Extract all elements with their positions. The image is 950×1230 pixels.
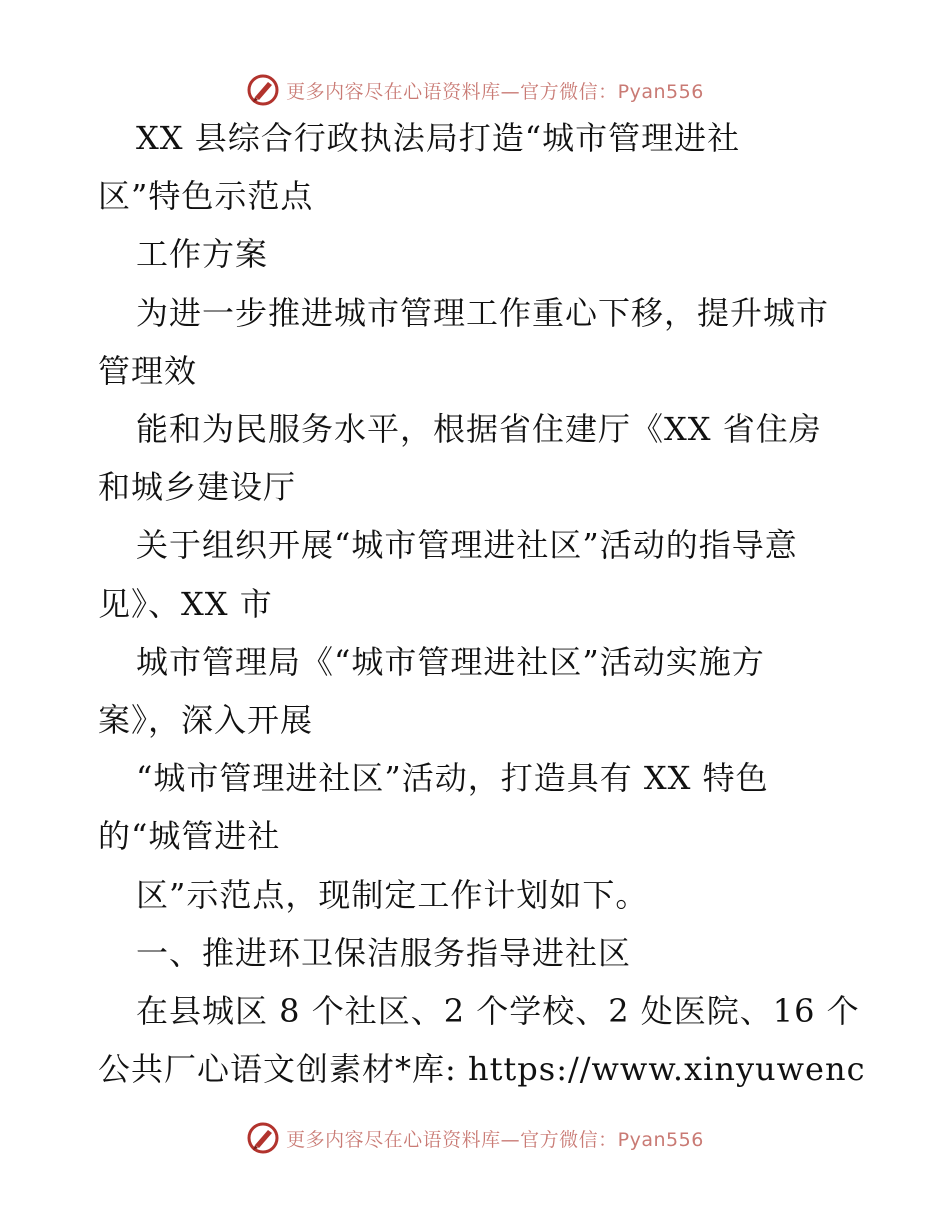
document-line: 案》，深入开展	[98, 701, 314, 739]
document-line: “城市管理进社区”活动，打造具有 XX 特色	[136, 759, 769, 798]
document-line: 和城乡建设厅	[98, 468, 297, 507]
header-banner	[0, 70, 950, 110]
header-banner-text: 更多内容尽在心语资料库—官方微信：Pyan556	[286, 80, 704, 103]
document-line: XX 县综合行政执法局打造“城市管理进社	[136, 119, 741, 157]
footer-banner	[0, 1118, 950, 1158]
document-line: 公共厂心语文创素材*库: https://www.xinyuwenc	[98, 1050, 866, 1089]
document-line: 区”示范点，现制定工作计划如下。	[136, 875, 649, 914]
document-line: 见》、XX 市	[98, 584, 273, 623]
pen-logo-icon	[246, 1121, 280, 1155]
footer-banner-text: 更多内容尽在心语资料库—官方微信：Pyan556	[286, 1128, 704, 1151]
document-line: 关于组织开展“城市管理进社区”活动的指导意	[136, 526, 798, 565]
document-line: 工作方案	[136, 235, 269, 274]
document-line: 管理效	[98, 351, 198, 390]
document-line: 区”特色示范点	[98, 177, 314, 216]
document-line: 在县城区 8 个社区、2 个学校、2 处医院、16 个	[136, 992, 860, 1030]
document-line: 一、推进环卫保洁服务指导进社区	[136, 933, 632, 972]
document-line: 能和为民服务水平，根据省住建厅《XX 省住房	[136, 410, 822, 448]
document-line: 城市管理局《“城市管理进社区”活动实施方	[136, 642, 765, 681]
document-line: 的“城管进社	[98, 817, 281, 856]
pen-logo-icon	[246, 73, 280, 107]
document-line: 为进一步推进城市管理工作重心下移，提升城市	[136, 293, 830, 332]
